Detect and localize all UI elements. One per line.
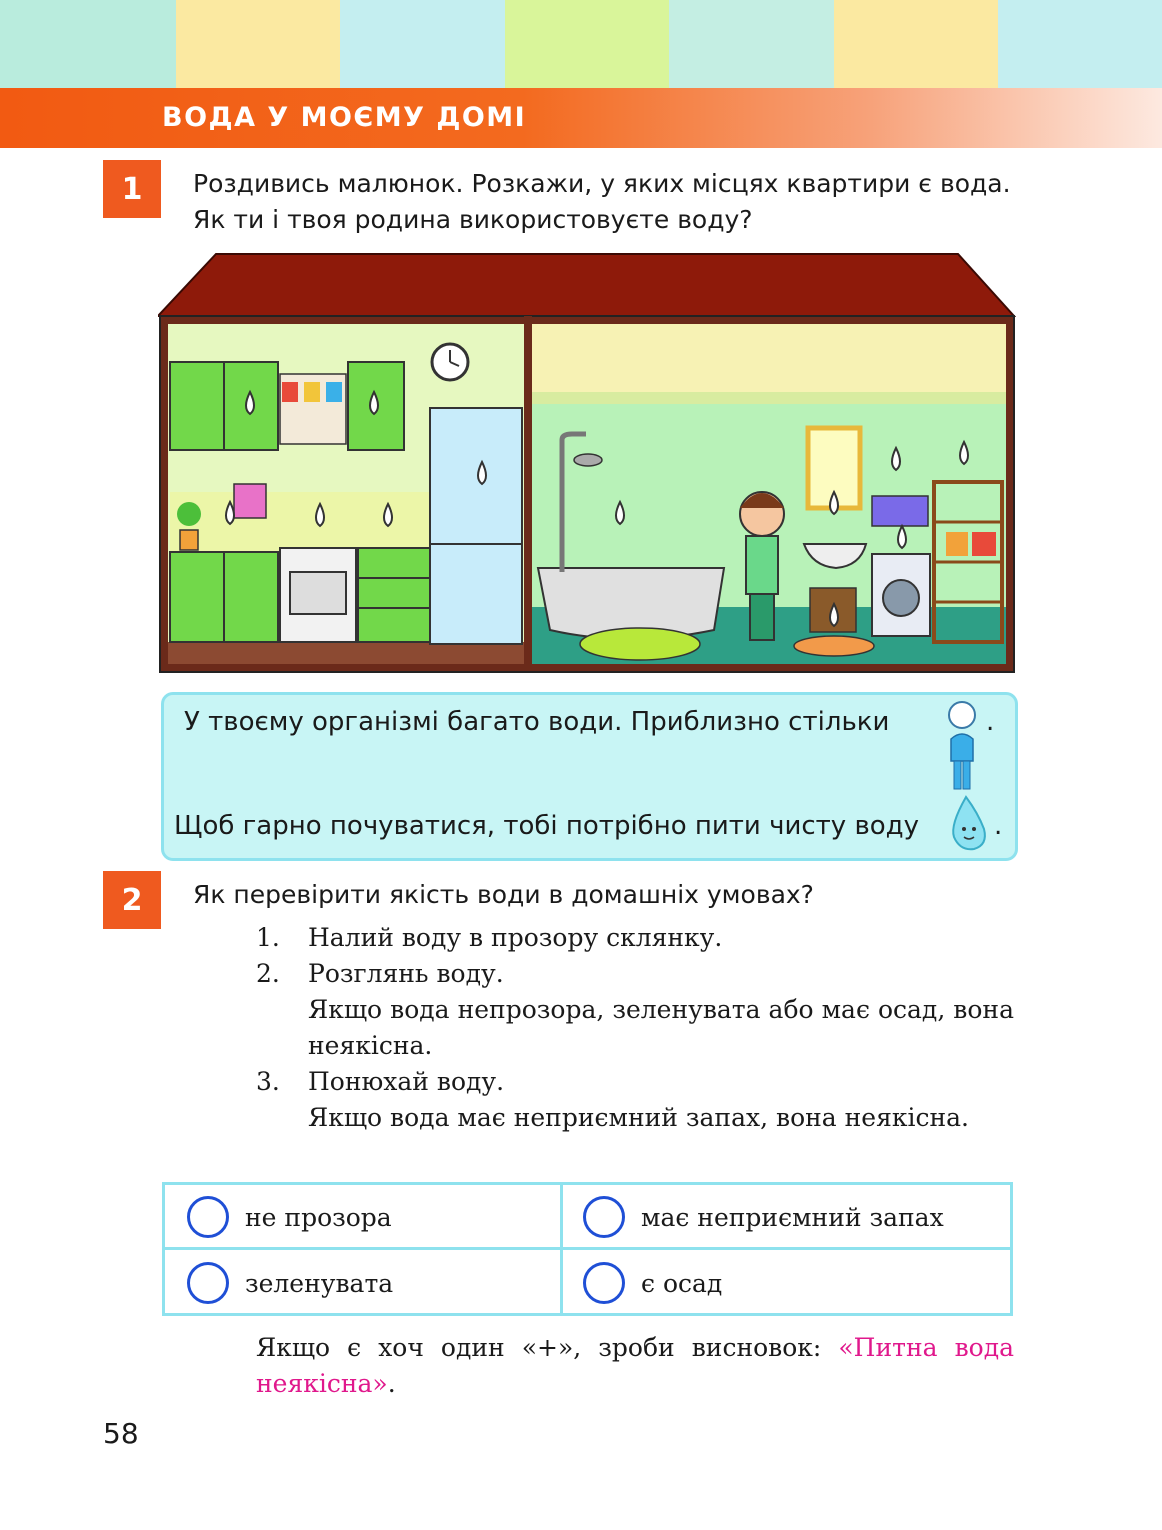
stripe: [834, 0, 998, 88]
table-divider-horizontal: [165, 1247, 1010, 1250]
stripe: [0, 0, 176, 88]
stripe: [340, 0, 505, 88]
step-text: Понюхай воду.: [308, 1067, 505, 1096]
checklist-item[interactable]: [583, 1195, 944, 1239]
section-title: ВОДА У МОЄМУ ДОМІ: [162, 102, 527, 133]
step-note: Якщо вода непрозора, зеленувата або має осад, вона неякісна.: [308, 995, 1014, 1060]
task-number-badge: 1: [103, 160, 161, 218]
house-illustration: [158, 252, 1016, 676]
step-text-block: [308, 956, 1014, 1064]
check-circle[interactable]: [187, 1262, 229, 1304]
page-number: 58: [103, 1417, 139, 1450]
checklist-label: не прозора: [245, 1202, 392, 1232]
checklist-label: є осад: [641, 1268, 723, 1298]
checklist-label: має неприємний запах: [641, 1202, 944, 1232]
stripe: [998, 0, 1162, 88]
conclusion-text: Якщо є хоч один «+», зроби висновок:: [256, 1333, 839, 1362]
task1-line2: Як ти і твоя родина використовуєте воду?: [193, 205, 753, 234]
step-number: 2.: [256, 959, 280, 988]
info-line2-end: .: [994, 811, 1003, 841]
checklist-label: зеленувата: [245, 1268, 394, 1298]
stripe: [176, 0, 340, 88]
check-circle[interactable]: [187, 1196, 229, 1238]
water-drop-mascot-icon: [944, 795, 996, 853]
stripe: [669, 0, 834, 88]
conclusion-highlight: «Питна вода неякісна»: [256, 1333, 1014, 1398]
task-number-badge: 2: [103, 871, 161, 929]
check-circle[interactable]: [583, 1196, 625, 1238]
step-text: Налий воду в прозору склянку.: [308, 923, 723, 952]
conclusion-end: .: [387, 1369, 396, 1398]
top-color-stripes: [0, 0, 1162, 88]
stripe: [505, 0, 669, 88]
boy-figure-icon: [942, 699, 982, 793]
info-line1: [184, 707, 889, 737]
step-number: 1.: [256, 923, 280, 952]
info-line1-text: У твоєму організмі багато води. Приблизно стільки: [184, 707, 890, 737]
info-line2: [174, 811, 919, 841]
checklist-item[interactable]: [583, 1261, 722, 1305]
step-item: [256, 920, 1014, 956]
steps-list: [256, 920, 1014, 1136]
task2-question: Як перевірити якість води в домашніх умовах?: [193, 880, 814, 909]
step-text-block: [308, 1064, 1014, 1136]
checklist-item[interactable]: [187, 1261, 393, 1305]
checklist-table: [162, 1182, 1013, 1316]
step-note: Якщо вода має неприємний запах, вона неякісна.: [308, 1103, 969, 1132]
info-line1-end: .: [986, 707, 995, 737]
step-number: 3.: [256, 1067, 280, 1096]
step-item: [256, 956, 1014, 1064]
step-item: [256, 1064, 1014, 1136]
section-header: [0, 88, 1162, 148]
check-circle[interactable]: [583, 1262, 625, 1304]
checklist-item[interactable]: [187, 1195, 392, 1239]
step-text: Розглянь воду.: [308, 959, 504, 988]
info-line2-text: Щоб гарно почуватися, тобі потрібно пити чисту воду: [174, 811, 920, 841]
conclusion: [256, 1330, 1014, 1402]
info-box: [161, 692, 1018, 861]
task1-text: [193, 166, 1011, 238]
task1-line1: Роздивись малюнок. Розкажи, у яких місцях квартири є вода.: [193, 169, 1011, 198]
